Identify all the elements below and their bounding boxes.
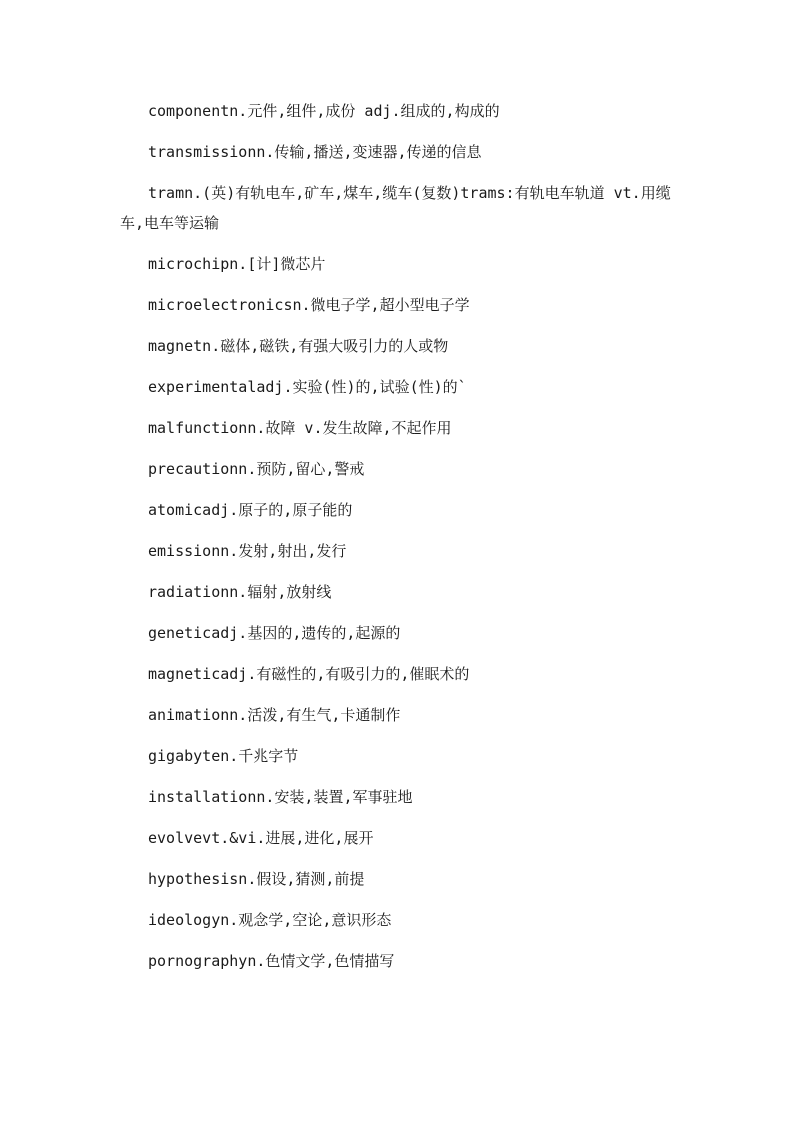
vocab-entry-experimental: experimentaladj.实验(性)的,试验(性)的` [148, 378, 467, 396]
vocab-entry-emission: emissionn.发射,射出,发行 [148, 542, 347, 560]
vocab-entry-animation: animationn.活泼,有生气,卡通制作 [148, 706, 401, 724]
vocab-entry-tram: tramn.(英)有轨电车,矿车,煤车,缆车(复数)trams:有轨电车轨道 vt.用缆车,电车等运输 [120, 184, 671, 232]
vocab-entry-magnetic: magneticadj.有磁性的,有吸引力的,催眠术的 [148, 665, 470, 683]
vocab-entry-installation: installationn.安装,装置,军事驻地 [148, 788, 413, 806]
vocab-entry-microelectronics: microelectronicsn.微电子学,超小型电子学 [148, 296, 470, 314]
vocab-entry-genetic: geneticadj.基因的,遗传的,起源的 [148, 624, 401, 642]
vocab-entry-malfunction: malfunctionn.故障 v.发生故障,不起作用 [148, 419, 452, 437]
vocab-entry-precaution: precautionn.预防,留心,警戒 [148, 460, 365, 478]
vocab-entry-pornography: pornographyn.色情文学,色情描写 [148, 952, 395, 970]
vocab-entry-gigabyte: gigabyten.千兆字节 [148, 747, 299, 765]
vocab-entry-magnet: magnetn.磁体,磁铁,有强大吸引力的人或物 [148, 337, 449, 355]
vocabulary-list [120, 96, 680, 987]
vocab-entry-transmission: transmissionn.传输,播送,变速器,传递的信息 [148, 143, 482, 161]
vocab-entry-hypothesis: hypothesisn.假设,猜测,前提 [148, 870, 365, 888]
vocab-entry-microchip: microchipn.[计]微芯片 [148, 255, 326, 273]
vocab-entry-evolve: evolvevt.&vi.进展,进化,展开 [148, 829, 374, 847]
vocab-entry-component: componentn.元件,组件,成份 adj.组成的,构成的 [148, 102, 500, 120]
vocab-entry-radiation: radiationn.辐射,放射线 [148, 583, 332, 601]
vocab-entry-ideology: ideologyn.观念学,空论,意识形态 [148, 911, 392, 929]
vocab-entry-atomic: atomicadj.原子的,原子能的 [148, 501, 353, 519]
